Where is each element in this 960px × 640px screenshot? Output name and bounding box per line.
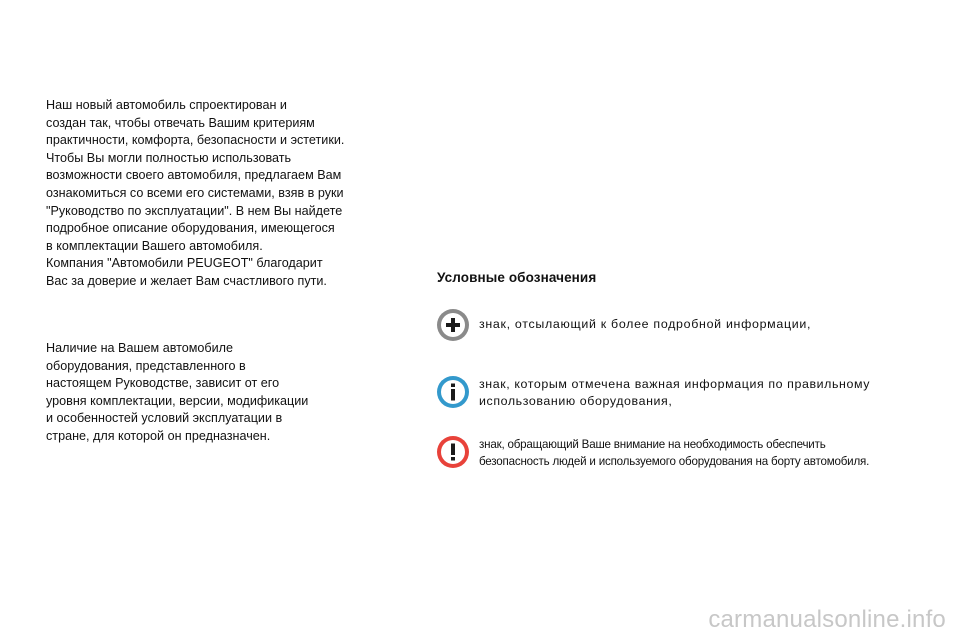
legend-item-more-info — [437, 309, 811, 341]
note-line: настоящем Руководстве, зависит от его — [46, 376, 280, 391]
legend-item-line: знак, обращающий Ваше внимание на необходимость обеспечить — [479, 438, 826, 451]
info-icon — [437, 376, 469, 408]
legend-item-line: безопасность людей и используемого оборудования на борту автомобиля. — [479, 455, 870, 468]
note-line: и особенностей условий эксплуатации в — [46, 411, 283, 426]
intro-line: "Руководство по эксплуатации". В нем Вы найдете — [46, 203, 343, 218]
legend-item-line: знак, отсылающий к более подробной информации, — [479, 317, 812, 331]
note-line: Наличие на Вашем автомобиле — [46, 341, 234, 355]
intro-line: создан так, чтобы отвечать Вашим критериям — [46, 115, 315, 130]
legend-item-text — [479, 309, 811, 333]
legend-item-line: знак, которым отмечена важная информация по правильному — [479, 377, 871, 391]
legend-item-important — [437, 376, 870, 410]
warning-icon — [437, 436, 469, 468]
equipment-note — [46, 340, 346, 446]
intro-line: подробное описание оборудования, имеющегося — [46, 221, 335, 236]
intro-line: Наш новый автомобиль спроектирован и — [46, 98, 287, 112]
note-line: стране, для которой он предназначен. — [46, 428, 271, 443]
legend-item-text — [479, 436, 869, 470]
intro-line: Вас за доверие и желает Вам счастливого пути. — [46, 273, 327, 288]
plus-icon — [437, 309, 469, 341]
intro-line: практичности, комфорта, безопасности и эстетики. — [46, 133, 345, 148]
legend-title: Условные обозначения — [437, 270, 597, 285]
intro-line: ознакомиться со всеми его системами, взяв в руки — [46, 185, 344, 200]
legend-item-safety — [437, 436, 869, 470]
intro-line: Чтобы Вы могли полностью использовать — [46, 150, 292, 165]
watermark: carmanualsonline.info — [708, 606, 946, 633]
legend-item-text — [479, 376, 870, 410]
intro-paragraph — [46, 97, 346, 291]
legend-item-line: использованию оборудования, — [479, 394, 673, 408]
intro-line: в комплектации Вашего автомобиля. — [46, 238, 263, 253]
intro-line: возможности своего автомобиля, предлагаем Вам — [46, 168, 342, 183]
note-line: уровня комплектации, версии, модификации — [46, 393, 309, 408]
intro-line: Компания "Автомобили PEUGEOT" благодарит — [46, 256, 323, 271]
note-line: оборудования, представленного в — [46, 358, 246, 373]
